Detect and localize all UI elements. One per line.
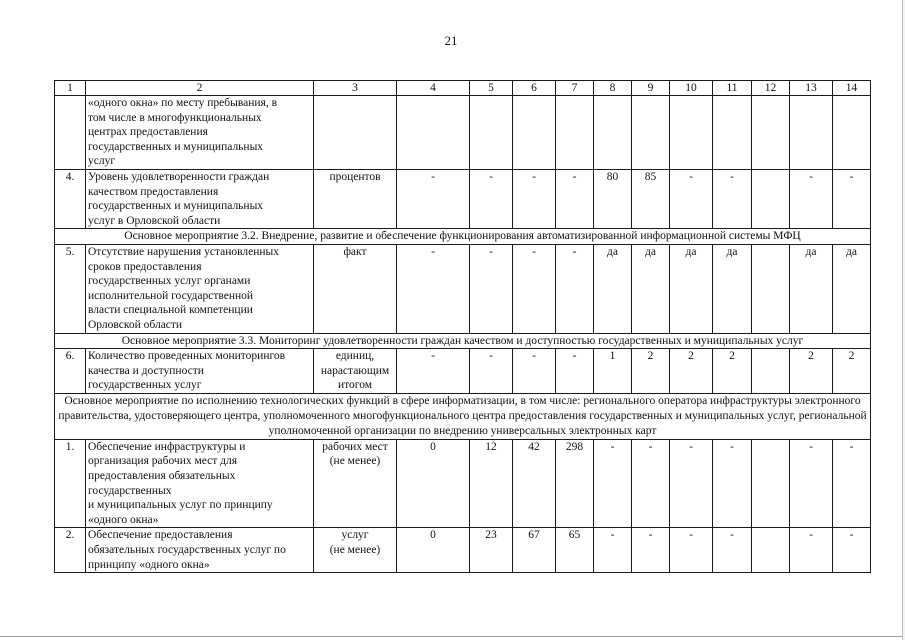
value-cell: - — [513, 244, 556, 333]
value-cell: да — [594, 244, 632, 333]
section-title: Основное мероприятие 3.2. Внедрение, развитие и обеспечение функционирования автоматизированной информационной системы МФЦ — [55, 229, 871, 245]
value-cell: - — [470, 244, 513, 333]
header-cell: 5 — [470, 81, 513, 96]
header-cell: 3 — [314, 81, 397, 96]
indicator-name: Обеспечение предоставления обязательных государственных услуг по принципу «одного окна» — [86, 528, 314, 573]
value-cell: 1 — [594, 349, 632, 394]
value-cell: - — [594, 528, 632, 573]
page-number: 21 — [444, 33, 458, 48]
header-cell: 8 — [594, 81, 632, 96]
header-cell: 10 — [670, 81, 713, 96]
value-cell: - — [632, 528, 670, 573]
value-cell: 2 — [632, 349, 670, 394]
value-cell: - — [670, 439, 713, 528]
value-cell: - — [713, 169, 752, 228]
value-cell: - — [833, 169, 871, 228]
header-cell: 12 — [752, 81, 790, 96]
indicator-name: Отсутствие нарушения установленных сроков предоставления государственных услуг органами исполнительной государственной власти специальной компетенции Орловской области — [86, 244, 314, 333]
value-cell — [790, 96, 833, 170]
value-cell: - — [670, 169, 713, 228]
header-cell: 11 — [713, 81, 752, 96]
value-cell: - — [713, 439, 752, 528]
value-cell: 298 — [556, 439, 594, 528]
table-body — [55, 81, 871, 573]
unit-of-measure: процентов — [314, 169, 397, 228]
section-row — [55, 229, 871, 245]
value-cell: - — [833, 528, 871, 573]
indicator-name: Уровень удовлетворенности граждан качеством предоставления государственных и муниципальных услуг в Орловской области — [86, 169, 314, 228]
section-title: Основное мероприятие 3.3. Мониторинг удовлетворенности граждан качеством и доступностью государственных и муниципальных услуг — [55, 333, 871, 349]
unit-of-measure: факт — [314, 244, 397, 333]
header-cell: 14 — [833, 81, 871, 96]
value-cell: - — [556, 349, 594, 394]
value-cell: - — [556, 169, 594, 228]
value-cell: 65 — [556, 528, 594, 573]
value-cell: - — [513, 169, 556, 228]
value-cell: - — [790, 169, 833, 228]
indicator-name: Количество проведенных мониторингов качества и доступности государственных услуг — [86, 349, 314, 394]
value-cell: - — [790, 528, 833, 573]
value-cell — [752, 439, 790, 528]
header-row — [55, 81, 871, 96]
value-cell: 67 — [513, 528, 556, 573]
value-cell — [752, 244, 790, 333]
value-cell: 80 — [594, 169, 632, 228]
value-cell: - — [397, 244, 470, 333]
value-cell: да — [833, 244, 871, 333]
value-cell — [594, 96, 632, 170]
value-cell: - — [397, 169, 470, 228]
value-cell: - — [713, 528, 752, 573]
header-cell: 4 — [397, 81, 470, 96]
value-cell: - — [397, 349, 470, 394]
value-cell: да — [790, 244, 833, 333]
value-cell: - — [470, 169, 513, 228]
value-cell: - — [790, 439, 833, 528]
value-cell: - — [513, 349, 556, 394]
header-cell: 9 — [632, 81, 670, 96]
value-cell: 2 — [670, 349, 713, 394]
value-cell — [670, 96, 713, 170]
row-number: 6. — [55, 349, 86, 394]
value-cell: 42 — [513, 439, 556, 528]
value-cell: - — [833, 439, 871, 528]
header-cell: 13 — [790, 81, 833, 96]
row-number: 5. — [55, 244, 86, 333]
section-title: Основное мероприятие по исполнению технологических функций в сфере информатизации, в том числе: регионального оператора инфраструктуры электронного правительства, удостоверяющего центра, уполномоченного многофункционального центра предоставления государственных и муниципальных услуг, региональной уполномоченной организации по внедрению универсальных электронных карт — [55, 393, 871, 439]
unit-of-measure: рабочих мест (не менее) — [314, 439, 397, 528]
value-cell: да — [670, 244, 713, 333]
indicator-name: «одного окна» по месту пребывания, в том числе в многофункциональных центрах предоставления государственных и муниципальных услуг — [86, 96, 314, 170]
value-cell — [752, 96, 790, 170]
value-cell: 0 — [397, 528, 470, 573]
indicators-table — [54, 80, 871, 573]
table-row — [55, 169, 871, 228]
table-row — [55, 349, 871, 394]
value-cell: 85 — [632, 169, 670, 228]
value-cell: 0 — [397, 439, 470, 528]
value-cell: - — [670, 528, 713, 573]
value-cell — [632, 96, 670, 170]
header-cell: 7 — [556, 81, 594, 96]
value-cell — [833, 96, 871, 170]
value-cell — [513, 96, 556, 170]
value-cell — [556, 96, 594, 170]
value-cell: 23 — [470, 528, 513, 573]
row-number: 1. — [55, 439, 86, 528]
value-cell: 2 — [713, 349, 752, 394]
value-cell: да — [713, 244, 752, 333]
table-row — [55, 439, 871, 528]
unit-of-measure: единиц, нарастающим итогом — [314, 349, 397, 394]
header-cell: 1 — [55, 81, 86, 96]
value-cell — [752, 349, 790, 394]
row-number: 2. — [55, 528, 86, 573]
value-cell: 12 — [470, 439, 513, 528]
table-row — [55, 96, 871, 170]
value-cell: 2 — [790, 349, 833, 394]
table-row — [55, 528, 871, 573]
value-cell: 2 — [833, 349, 871, 394]
value-cell — [470, 96, 513, 170]
unit-of-measure: услуг (не менее) — [314, 528, 397, 573]
value-cell — [397, 96, 470, 170]
page-bottom-edge — [0, 636, 902, 637]
header-cell: 6 — [513, 81, 556, 96]
value-cell: - — [470, 349, 513, 394]
value-cell — [752, 528, 790, 573]
section-row — [55, 393, 871, 439]
value-cell — [752, 169, 790, 228]
table-row — [55, 244, 871, 333]
unit-of-measure — [314, 96, 397, 170]
value-cell: - — [594, 439, 632, 528]
row-number: 4. — [55, 169, 86, 228]
value-cell — [713, 96, 752, 170]
row-number — [55, 96, 86, 170]
value-cell: - — [556, 244, 594, 333]
section-row — [55, 333, 871, 349]
value-cell: - — [632, 439, 670, 528]
value-cell: да — [632, 244, 670, 333]
indicator-name: Обеспечение инфраструктуры и организация рабочих мест для предоставления обязательных государственных и муниципальных услуг по принципу «одного окна» — [86, 439, 314, 528]
header-cell: 2 — [86, 81, 314, 96]
